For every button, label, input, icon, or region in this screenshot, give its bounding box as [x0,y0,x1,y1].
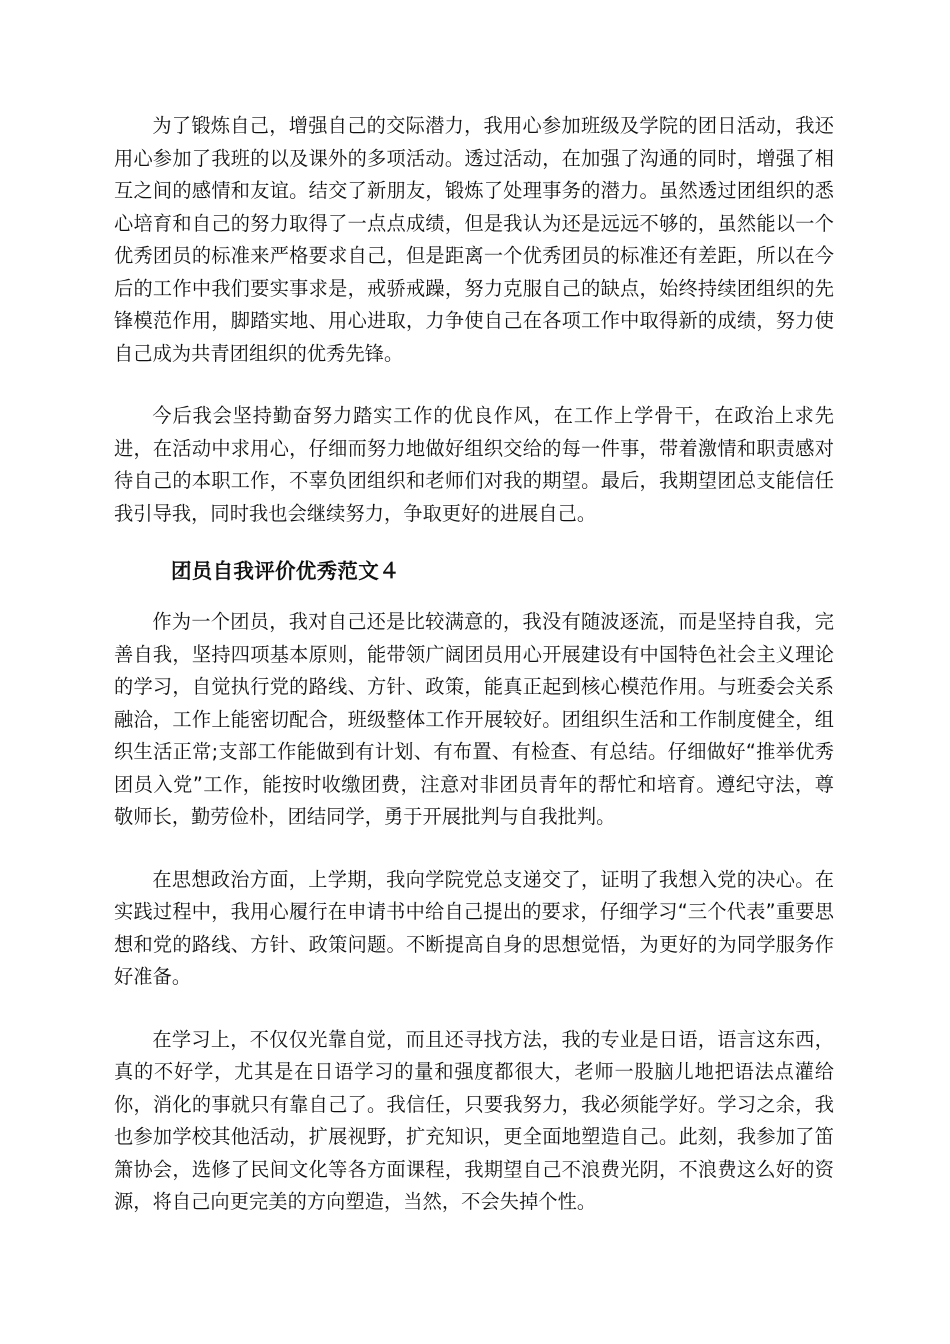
paragraph-spacer [114,370,834,400]
document-body [114,110,834,1219]
paragraph-5: 在学习上，不仅仅光靠自觉，而且还寻找方法，我的专业是日语，语言这东西，真的不好学，尤其是在日语学习的量和强度都很大，老师一股脑儿地把语法点灌给你，消化的事就只有靠自己了。我信任，只要我努力，我必须能学好。学习之余，我也参加学校其他活动，扩展视野，扩充知识，更全面地塑造自己。此刻，我参加了笛箫协会，选修了民间文化等各方面课程，我期望自己不浪费光阴，不浪费这么好的资源，将自己向更完美的方向塑造，当然，不会失掉个性。 [114,1027,834,1213]
paragraph-1: 为了锻炼自己，增强自己的交际潜力，我用心参加班级及学院的团日活动，我还用心参加了我班的以及课外的多项活动。透过活动，在加强了沟通的同时，增强了相互之间的感情和友谊。结交了新朋友，锻炼了处理事务的潜力。虽然透过团组织的悉心培育和自己的努力取得了一点点成绩，但是我认为还是远远不够的，虽然能以一个优秀团员的标准来严格要求自己，但是距离一个优秀团员的标准还有差距，所以在今后的工作中我们要实事求是，戒骄戒躁，努力克服自己的缺点，始终持续团组织的先锋模范作用，脚踏实地、用心进取，力争使自己在各项工作中取得新的成绩，努力使自己成为共青团组织的优秀先锋。 [114,114,834,365]
paragraph-3: 作为一个团员，我对自己还是比较满意的，我没有随波逐流，而是坚持自我，完善自我，坚持四项基本原则，能带领广阔团员用心开展建设有中国特色社会主义理论的学习，自觉执行党的路线、方针、政策，能真正起到核心模范作用。与班委会关系融洽，工作上能密切配合，班级整体工作开展较好。团组织生活和工作制度健全，组织生活正常;支部工作能做到有计划、有布置、有检查、有总结。仔细做好“推举优秀团员入党”工作，能按时收缴团费，注意对非团员青年的帮忙和培育。遵纪守法，尊敬师长，勤劳俭朴，团结同学，勇于开展批判与自我批判。 [114,610,834,828]
heading-spacer-top [114,530,834,552]
paragraph-spacer [114,994,834,1024]
heading-spacer-bottom [114,590,834,606]
paragraph-spacer [114,834,834,864]
paragraph-2: 今后我会坚持勤奋努力踏实工作的优良作风，在工作上学骨干，在政治上求先进，在活动中求用心，仔细而努力地做好组织交给的每一件事，带着激情和职责感对待自己的本职工作，不辜负团组织和老师们对我的期望。最后，我期望团总支能信任我引导我，同时我也会继续努力，争取更好的进展自己。 [114,404,834,525]
section-heading: 团员自我评价优秀范文４ [171,559,400,583]
paragraph-4: 在思想政治方面，上学期，我向学院党总支递交了，证明了我想入党的决心。在实践过程中，我用心履行在申请书中给自己提出的要求，仔细学习“三个代表”重要思想和党的路线、方针、政策问题。不断提高自身的思想觉悟，为更好的为同学服务作好准备。 [114,867,834,988]
